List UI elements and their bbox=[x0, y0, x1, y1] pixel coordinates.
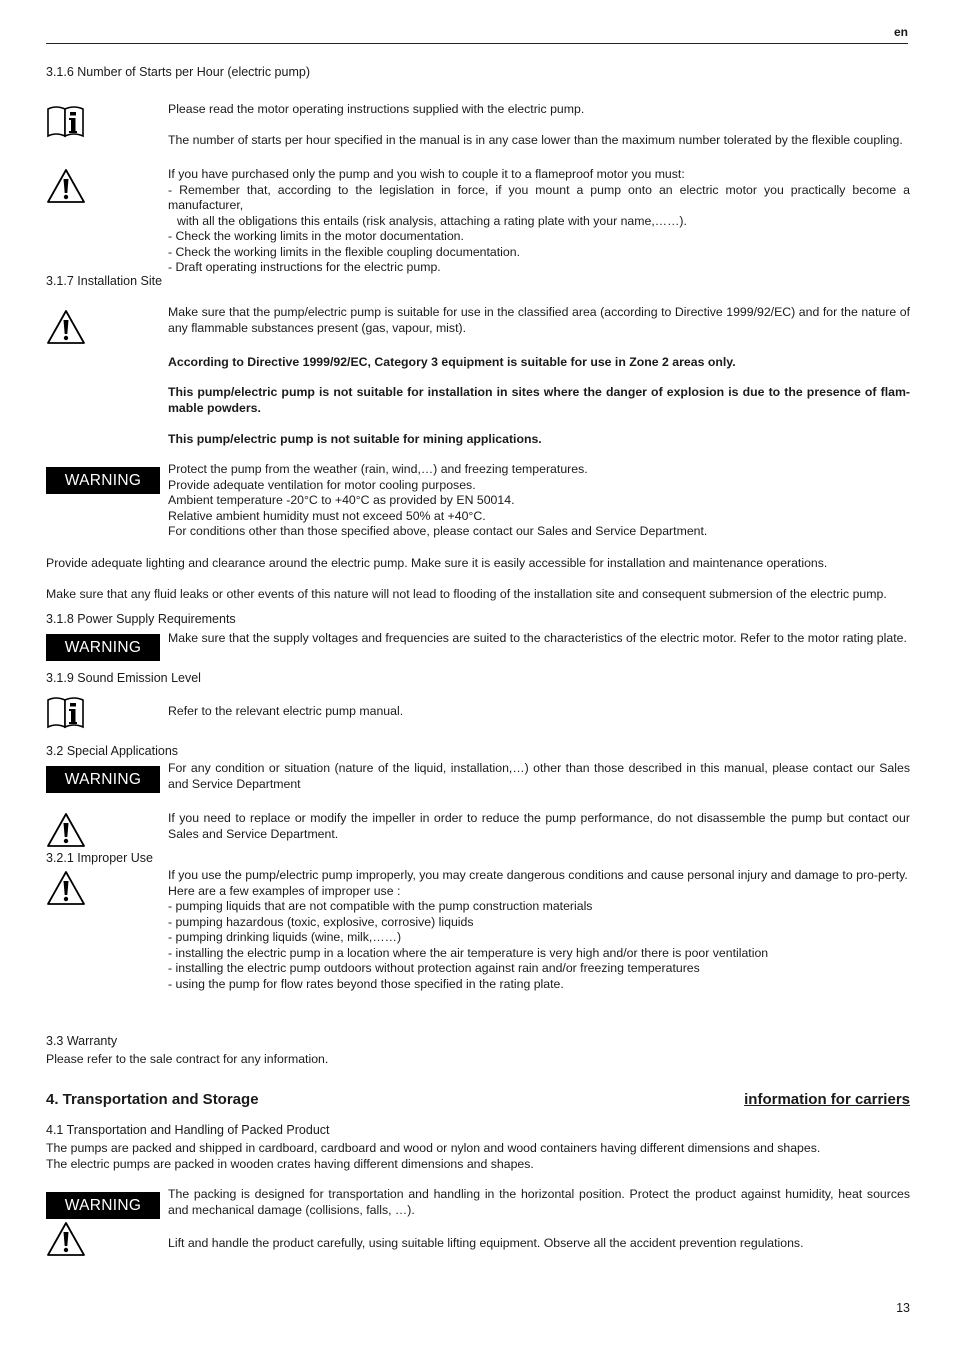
paragraph-line: The pumps are packed and shipped in cardboard, cardboard and wood or nylon and wood containers having different dimensions and shapes. bbox=[46, 1141, 821, 1155]
manual-info-icon bbox=[46, 694, 86, 730]
paragraph: The number of starts per hour specified in the manual is in any case lower than the maximum number tolerated by the flexible coupling. bbox=[168, 133, 903, 147]
bold-notice: This pump/electric pump is not suitable for installation in sites where the danger of explosion is due to the presence of flam-mable powders. bbox=[168, 385, 910, 415]
page-number: 13 bbox=[896, 1301, 910, 1315]
section-3-1-9-title: 3.1.9 Sound Emission Level bbox=[46, 671, 201, 685]
section-4-title: 4. Transportation and Storage bbox=[46, 1091, 259, 1108]
section-4-1-title: 4.1 Transportation and Handling of Packed Product bbox=[46, 1123, 330, 1137]
list-item-continued: with all the obligations this entails (risk analysis, attaching a rating plate with your name,……). bbox=[177, 213, 687, 228]
list-item: - Check the working limits in the flexible coupling documentation. bbox=[168, 244, 521, 259]
list-item: - Draft operating instructions for the electric pump. bbox=[168, 260, 441, 274]
paragraph: The packing is designed for transportation and handling in the horizontal position. Protect the product against humidity, heat sources and mechanical damage (collisions, falls, …). bbox=[168, 1187, 910, 1217]
carriers-link[interactable]: information for carriers bbox=[744, 1091, 910, 1108]
improper-use-list bbox=[168, 868, 910, 992]
flameproof-list bbox=[168, 167, 910, 276]
section-3-1-8-title: 3.1.8 Power Supply Requirements bbox=[46, 612, 236, 626]
paragraph: Make sure that any fluid leaks or other events of this nature will not lead to flooding of the installation site and consequent submersion of the electric pump. bbox=[46, 587, 887, 601]
manual-info-icon bbox=[46, 103, 86, 139]
paragraph: Please refer to the sale contract for any information. bbox=[46, 1052, 329, 1066]
warning-triangle-icon bbox=[46, 1221, 86, 1257]
list-item: Relative ambient humidity must not exceed 50% at +40°C. bbox=[168, 508, 486, 523]
list-item: - Remember that, according to the legislation in force, if you mount a pump onto an electric motor you practically become a manufacturer, bbox=[168, 182, 910, 212]
header-rule bbox=[46, 43, 908, 44]
language-code: en bbox=[893, 25, 908, 39]
paragraph: Make sure that the pump/electric pump is suitable for use in the classified area (according to Directive 1999/92/EC) and for the nature of any flammable substances present (gas, vapour, mist). bbox=[168, 305, 910, 335]
list-intro: If you have purchased only the pump and you wish to couple it to a flameproof motor you must: bbox=[168, 167, 685, 181]
warning-triangle-icon bbox=[46, 870, 86, 906]
list-item: - installing the electric pump in a location where the air temperature is very high and/or there is poor ventilation bbox=[168, 945, 769, 960]
section-3-2-1-title: 3.2.1 Improper Use bbox=[46, 851, 153, 865]
list-item: - installing the electric pump outdoors without protection against rain and/or freezing temperatures bbox=[168, 961, 700, 975]
paragraph: Lift and handle the product carefully, using suitable lifting equipment. Observe all the accident prevention regulations. bbox=[168, 1236, 804, 1250]
section-3-2-title: 3.2 Special Applications bbox=[46, 744, 179, 758]
bold-notice: According to Directive 1999/92/EC, Category 3 equipment is suitable for use in Zone 2 areas only. bbox=[168, 355, 736, 369]
paragraph: Refer to the relevant electric pump manual. bbox=[168, 704, 404, 718]
section-3-3-title: 3.3 Warranty bbox=[46, 1034, 118, 1048]
list-item: Protect the pump from the weather (rain, wind,…) and freezing temperatures. bbox=[168, 462, 588, 476]
warning-label: WARNING bbox=[46, 766, 160, 793]
warning-triangle-icon bbox=[46, 309, 86, 345]
section-3-1-6-title: 3.1.6 Number of Starts per Hour (electric pump) bbox=[46, 65, 310, 79]
list-item: Ambient temperature -20°C to +40°C as provided by EN 50014. bbox=[168, 493, 515, 507]
list-item: - pumping liquids that are not compatible with the pump construction materials bbox=[168, 899, 593, 913]
paragraph: Please read the motor operating instructions supplied with the electric pump. bbox=[168, 102, 585, 116]
warning-label: WARNING bbox=[46, 467, 160, 494]
bold-notice: This pump/electric pump is not suitable for mining applications. bbox=[168, 432, 542, 446]
paragraph-line: The electric pumps are packed in wooden crates having different dimensions and shapes. bbox=[46, 1156, 534, 1171]
warning-label: WARNING bbox=[46, 1192, 160, 1219]
list-item: - pumping hazardous (toxic, explosive, corrosive) liquids bbox=[168, 914, 474, 929]
environment-list bbox=[168, 462, 910, 540]
list-item: - Check the working limits in the motor documentation. bbox=[168, 229, 464, 243]
paragraph: Make sure that the supply voltages and frequencies are suited to the characteristics of the electric motor. Refer to the motor rating plate. bbox=[168, 631, 907, 645]
paragraph: If you need to replace or modify the impeller in order to reduce the pump performance, do not disassemble the pump but contact our Sales and Service Department. bbox=[168, 811, 910, 841]
paragraph: For any condition or situation (nature of the liquid, installation,…) other than those described in this manual, please contact our Sales and Service Department bbox=[168, 761, 910, 791]
paragraph bbox=[46, 1141, 910, 1172]
paragraph: If you use the pump/electric pump improperly, you may create dangerous conditions and cause personal injury and damage to pro-perty. bbox=[168, 868, 908, 882]
list-item: For conditions other than those specified above, please contact our Sales and Service Department. bbox=[168, 524, 708, 538]
list-item: Provide adequate ventilation for motor cooling purposes. bbox=[168, 477, 476, 492]
list-intro: Here are a few examples of improper use : bbox=[168, 883, 401, 898]
list-item: - pumping drinking liquids (wine, milk,……) bbox=[168, 930, 402, 944]
list-item: - using the pump for flow rates beyond those specified in the rating plate. bbox=[168, 976, 564, 991]
warning-label: WARNING bbox=[46, 634, 160, 661]
paragraph: Provide adequate lighting and clearance around the electric pump. Make sure it is easily accessible for installation and maintenance operations. bbox=[46, 556, 828, 570]
warning-triangle-icon bbox=[46, 168, 86, 204]
warning-triangle-icon bbox=[46, 812, 86, 848]
section-3-1-7-title: 3.1.7 Installation Site bbox=[46, 274, 163, 288]
